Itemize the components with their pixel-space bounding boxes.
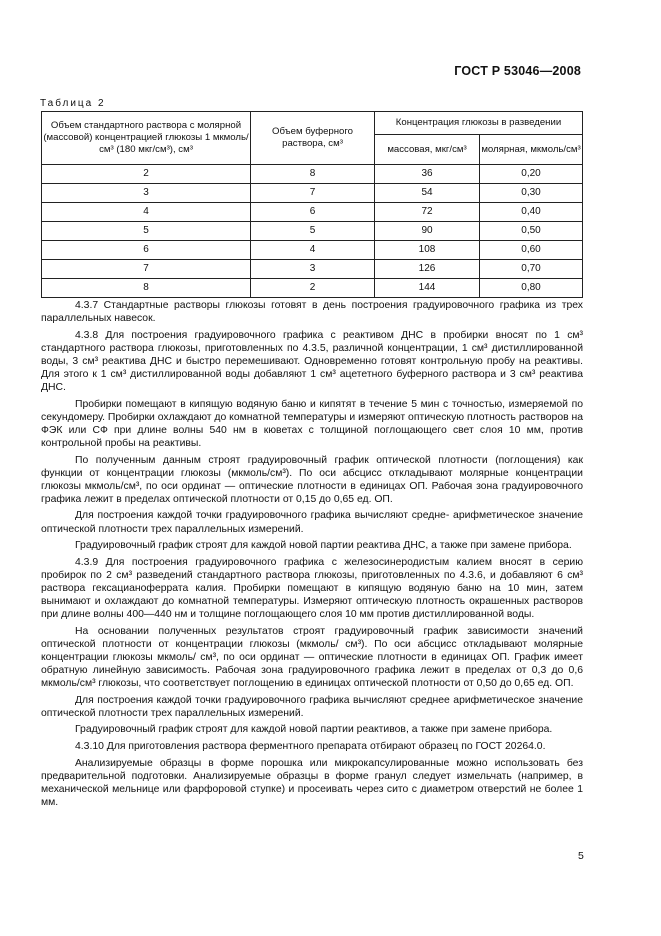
table-cell: 144 bbox=[375, 279, 480, 298]
paragraph: Градуировочный график строят для каждой новой партии реактивов, а также при замене прибора. bbox=[75, 724, 553, 736]
table-cell: 7 bbox=[42, 260, 251, 279]
table-cell: 6 bbox=[251, 203, 375, 222]
table-cell: 90 bbox=[375, 222, 480, 241]
table-cell: 5 bbox=[251, 222, 375, 241]
table-cell: 4 bbox=[42, 203, 251, 222]
table-cell: 0,60 bbox=[480, 241, 583, 260]
paragraph: 4.3.8 Для построения градуировочного графика с реактивом ДНС в пробирки вносят по 1 см³ стандартного раствора глюкозы, приготовленных по 4.3.5, различной концентрации, 1 см³ дистиллированной воды, 3 см³ реактива ДНС и быстро перемешивают. Одновременно готовят контрольную пробу на реактивы. Для этого к 1 см³ дистиллированной воды добавляют 1 см³ ацететного буферного раствора и 3 см³ реактива ДНС. bbox=[41, 329, 583, 394]
table-cell: 0,30 bbox=[480, 184, 583, 203]
table-row bbox=[42, 165, 583, 184]
column-header-standard-volume: Объем стандартного раствора с молярной (массовой) концентрацией глюкозы 1 мкмоль/см³ (180 мкг/см³), см³ bbox=[42, 112, 251, 165]
table-cell: 2 bbox=[42, 165, 251, 184]
table-cell: 5 bbox=[42, 222, 251, 241]
table-cell: 6 bbox=[42, 241, 251, 260]
table-row bbox=[42, 279, 583, 298]
page-number: 5 bbox=[578, 850, 584, 862]
table-cell: 8 bbox=[251, 165, 375, 184]
table-row bbox=[42, 241, 583, 260]
table-cell: 3 bbox=[251, 260, 375, 279]
table-row bbox=[42, 222, 583, 241]
paragraph: 4.3.7 Стандартные растворы глюкозы готовят в день построения градуировочного графика из трех параллельных навесок. bbox=[41, 300, 583, 325]
table-cell: 36 bbox=[375, 165, 480, 184]
table-title: Таблица 2 bbox=[40, 98, 106, 109]
data-table bbox=[41, 111, 583, 298]
paragraph: Пробирки помещают в кипящую водяную баню и кипятят в течение 5 мин с точностью, измеряемой по секундомеру. Пробирки охлаждают до комнатной температуры и измеряют оптическую плотность растворов на ФЭК или СФ при длине волны 540 нм в кюветах с толщиной поглощающего свет слоя 10 мм, против контрольной пробы на реактивы. bbox=[41, 398, 584, 449]
column-header-buffer-volume: Объем буферного раствора, см³ bbox=[251, 112, 375, 165]
paragraph: На основании полученных результатов строят градуировочный график зависимости значений оптической плотности от концентрации глюкозы (мкмоль/ см³). По оси абсцисс откладывают молярные концентрации глюкозы мкмоль/ см³, по оси ординат — оптические плотности в единицах ОП. График имеет обратную линейную зависимость. Рабочая зона градуировочного графика лежит в пределах от 0,3 до 0,6 мкмоль/см³ глюкозы, что соответствует поглощению в единицах оптической плотности от 0,50 до 0,65 ед. ОП. bbox=[41, 625, 583, 690]
paragraph: 4.3.10 Для приготовления раствора ферментного препарата отбирают образец по ГОСТ 20264.0. bbox=[75, 740, 546, 752]
table-cell: 2 bbox=[251, 279, 375, 298]
table-cell: 54 bbox=[375, 184, 480, 203]
paragraph: Анализируемые образцы в форме порошка или микрокапсулированные можно использовать без предварительной подготовки. Анализируемые образцы в форме гранул следует измельчать (например, в механической мельнице или фарфоровой ступке) и просеивать через сито с диаметром отверстий не более 1 мм. bbox=[41, 757, 583, 808]
column-header-mass: массовая, мкг/см³ bbox=[375, 135, 480, 165]
column-header-molar: молярная, мкмоль/см³ bbox=[480, 135, 583, 165]
paragraph: По полученным данным строят градуировочный график оптической плотности (поглощения) как функции от концентрации глюкозы (мкмоль/см³). По оси абсцисс откладывают молярные концентрации глюкозы мкмоль/см³, по оси ординат — оптические плотности в единицах ОП. Рабочая зона градуировочного графика лежит в пределах оптической плотности от 0,15 до 0,65 ед. ОП. bbox=[41, 454, 583, 505]
paragraph: 4.3.9 Для построения градуировочного графика с железосинеродистым калием вносят в серию пробирок по 2 см³ разведений стандартного раствора глюкозы, приготовленных по 4.3.6, и добавляют 6 см³ раствора гексацианоферрата калия. Пробирки помещают в кипящую водяную баню на 10 мин, затем вынимают и охлаждают до комнатной температуры. Измеряют оптическую плотность окрашенных растворов при длине волны 400—440 нм и толщине поглощающего слоя 10 мм против дистиллированной воды. bbox=[41, 556, 583, 621]
paragraph: Для построения каждой точки градуировочного графика вычисляют среднее арифметическое значение оптической плотности трех параллельных измерений. bbox=[41, 694, 583, 719]
table-cell: 0,70 bbox=[480, 260, 583, 279]
table-row bbox=[42, 184, 583, 203]
table-cell: 0,50 bbox=[480, 222, 583, 241]
table-cell: 3 bbox=[42, 184, 251, 203]
table-cell: 0,20 bbox=[480, 165, 583, 184]
table-cell: 72 bbox=[375, 203, 480, 222]
table-cell: 108 bbox=[375, 241, 480, 260]
column-header-concentration: Концентрация глюкозы в разведении bbox=[375, 112, 583, 135]
table-cell: 126 bbox=[375, 260, 480, 279]
table-cell: 0,80 bbox=[480, 279, 583, 298]
paragraph: Для построения каждой точки градуировочного графика вычисляют средне- арифметическое значение оптической плотности трех параллельных измерений. bbox=[41, 510, 583, 535]
document-header: ГОСТ Р 53046—2008 bbox=[454, 64, 581, 78]
table-cell: 0,40 bbox=[480, 203, 583, 222]
table-cell: 7 bbox=[251, 184, 375, 203]
body-text bbox=[41, 299, 583, 812]
table-cell: 8 bbox=[42, 279, 251, 298]
paragraph: Градуировочный график строят для каждой новой партии реактива ДНС, а также при замене прибора. bbox=[75, 540, 572, 552]
table-row bbox=[42, 203, 583, 222]
table-row bbox=[42, 260, 583, 279]
table-cell: 4 bbox=[251, 241, 375, 260]
